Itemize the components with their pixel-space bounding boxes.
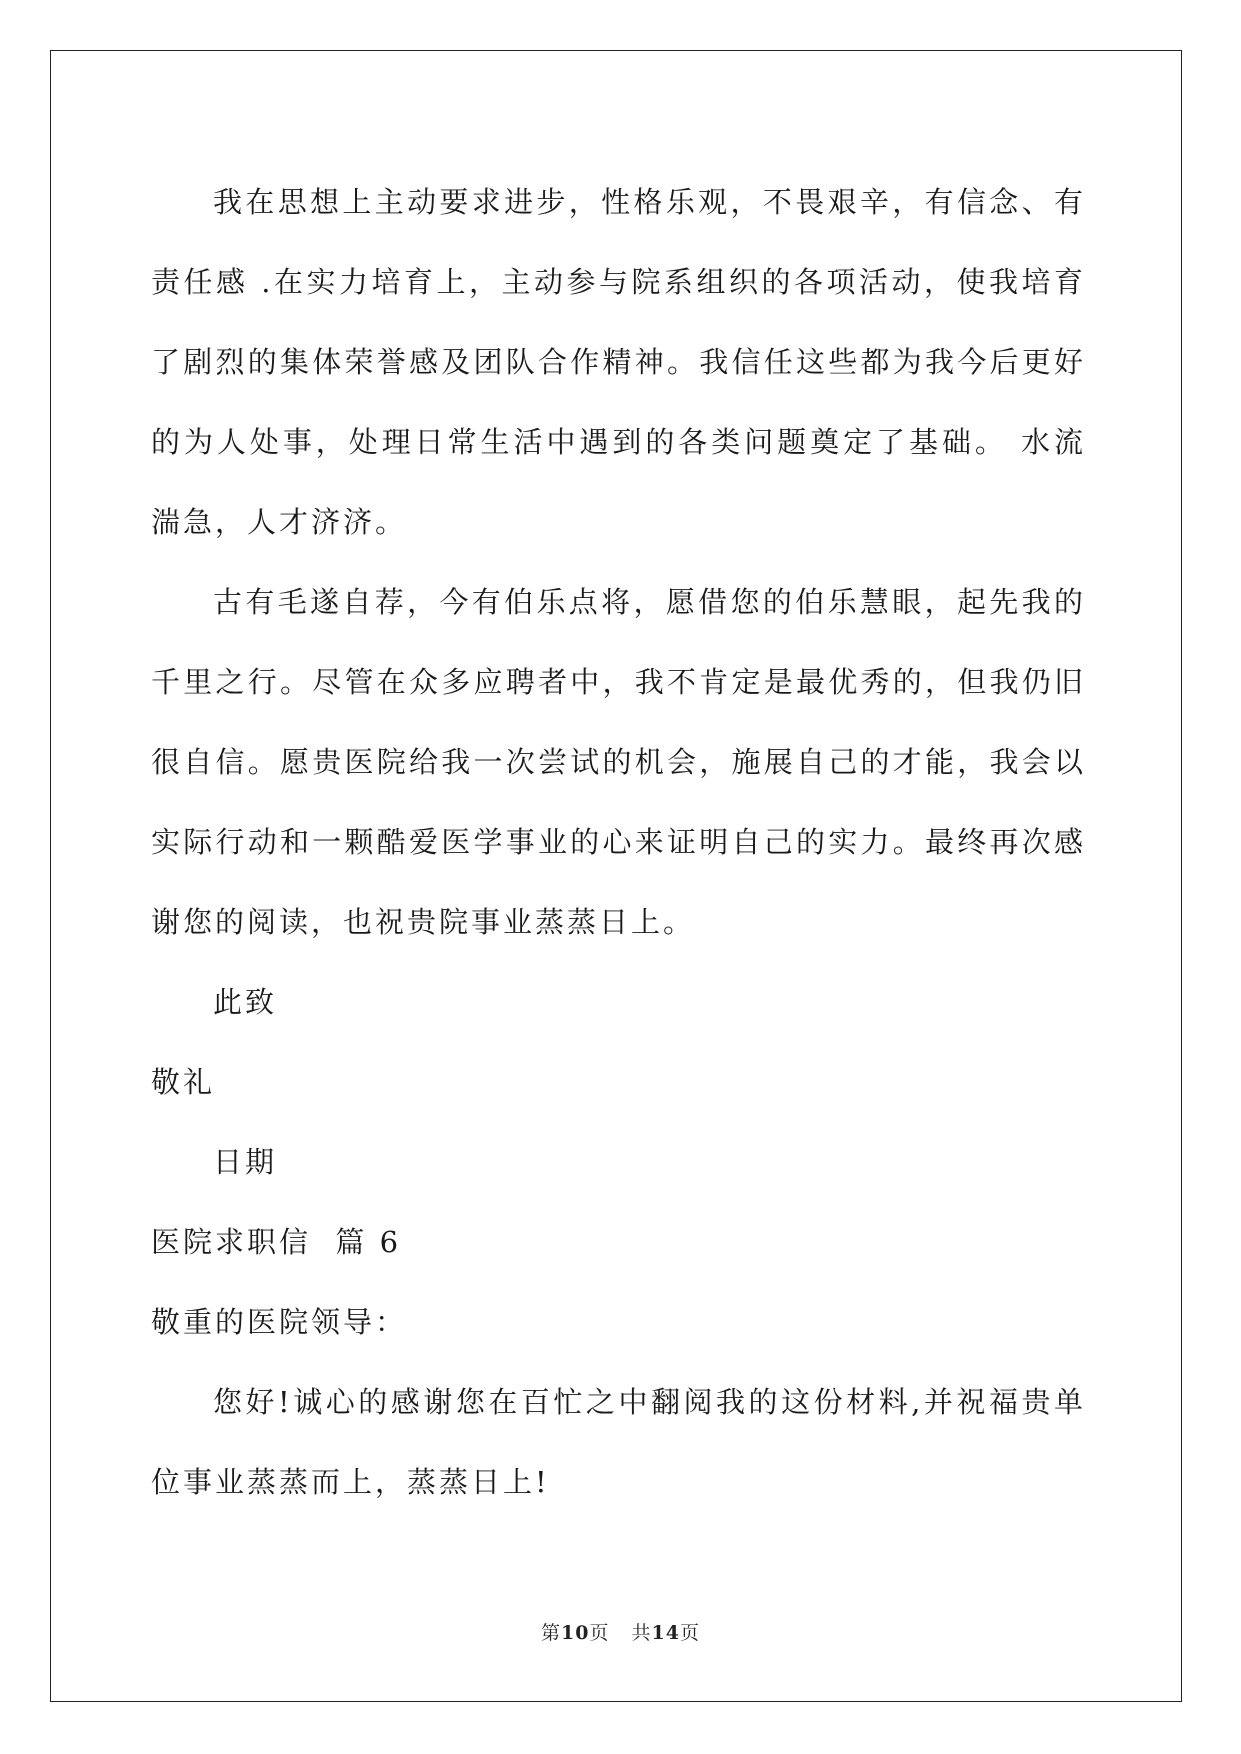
current-page-number: 10 <box>561 1622 590 1644</box>
section-heading: 医院求职信 篇 6 <box>151 1225 402 1259</box>
page-suffix: 页 <box>589 1622 610 1644</box>
letter-greeting: 敬重的医院领导： <box>151 1305 408 1339</box>
total-page-number: 14 <box>651 1622 680 1644</box>
document-body <box>151 162 1086 1522</box>
total-suffix: 页 <box>679 1622 700 1644</box>
paragraph-opening: 您好!诚心的感谢您在百忙之中翻阅我的这份材料,并祝福贵单位事业蒸蒸而上，蒸蒸日上! <box>151 1385 1086 1499</box>
paragraph-2: 古有毛遂自荐，今有伯乐点将，愿借您的伯乐慧眼，起先我的千里之行。尽管在众多应聘者中，我不肯定是最优秀的，但我仍旧很自信。愿贵医院给我一次尝试的机会，施展自己的才能，我会以实际行动和一颗酷爱医学事业的心来证明自己的实力。最终再次感谢您的阅读，也祝贵院事业蒸蒸日上。 <box>151 585 1086 939</box>
date-line: 日期 <box>213 1145 278 1179</box>
paragraph-1: 我在思想上主动要求进步，性格乐观，不畏艰辛，有信念、有责任感 .在实力培育上，主动参与院系组织的各项活动，使我培育了剧烈的集体荣誉感及团队合作精神。我信任这些都为我今后更好的为人处事，处理日常生活中遇到的各类问题奠定了基础。 水流湍急，人才济济。 <box>151 185 1086 539</box>
closing-regards: 敬礼 <box>151 1065 216 1099</box>
closing-salutation: 此致 <box>213 985 278 1019</box>
page-prefix: 第 <box>541 1622 562 1644</box>
total-prefix: 共 <box>631 1622 652 1644</box>
page-footer <box>0 1618 1241 1645</box>
